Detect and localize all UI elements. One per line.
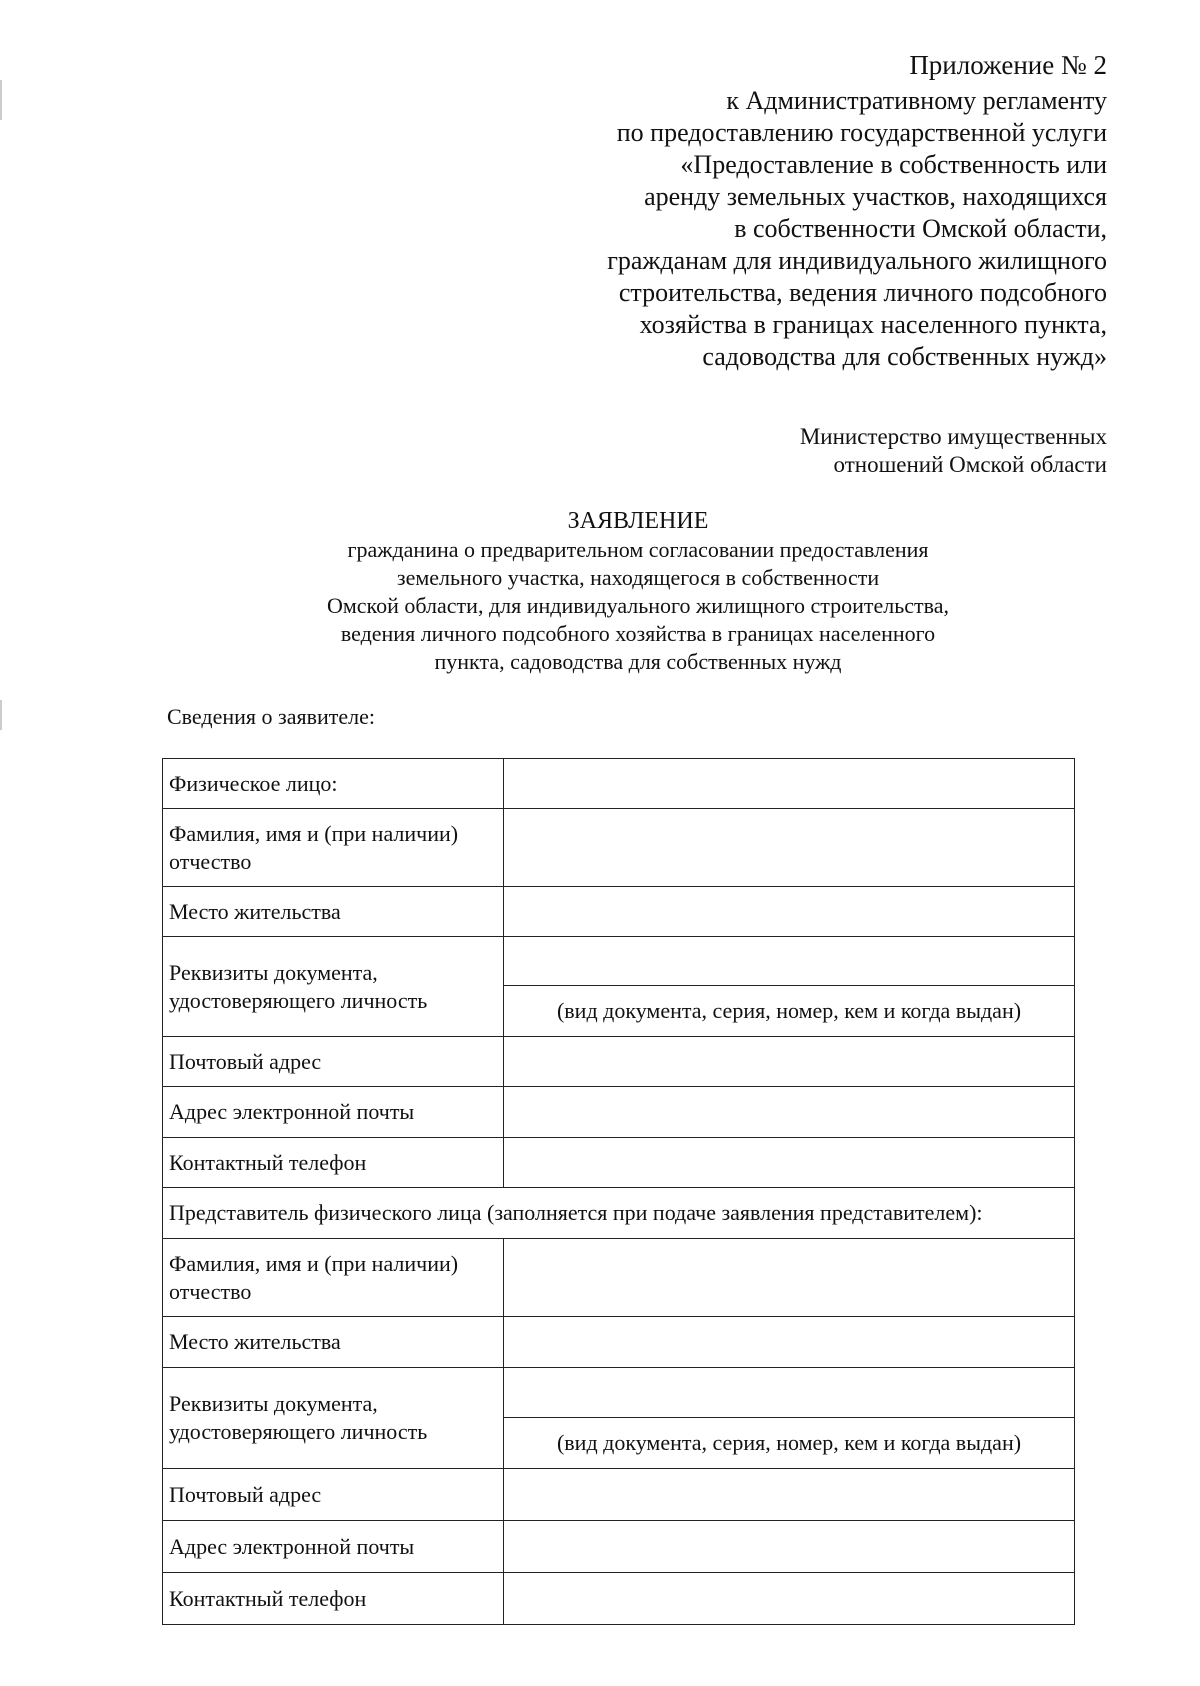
table-row bbox=[163, 759, 1075, 809]
applicant-residence-label: Место жительства bbox=[163, 887, 504, 937]
table-row bbox=[163, 1239, 1075, 1317]
representative-id-doc-hint: (вид документа, серия, номер, кем и когда выдан) bbox=[504, 1418, 1075, 1469]
representative-heading: Представитель физического лица (заполняется при подаче заявления представителем): bbox=[163, 1188, 1075, 1239]
person-label: Физическое лицо: bbox=[163, 759, 504, 809]
applicant-phone-label: Контактный телефон bbox=[163, 1138, 504, 1188]
scan-mark bbox=[0, 700, 2, 730]
section-label: Сведения о заявителе: bbox=[167, 704, 376, 729]
table-row bbox=[163, 809, 1075, 887]
applicant-postal-field[interactable] bbox=[504, 1037, 1075, 1087]
applicant-name-label: Фамилия, имя и (при наличии) отчество bbox=[163, 809, 504, 887]
header-line: садоводства для собственных нужд» bbox=[702, 342, 1107, 371]
applicant-postal-label: Почтовый адрес bbox=[163, 1037, 504, 1087]
scan-mark bbox=[0, 80, 2, 120]
header-line: гражданам для индивидуального жилищного bbox=[607, 246, 1107, 275]
representative-name-label: Фамилия, имя и (при наличии) отчество bbox=[163, 1239, 504, 1317]
applicant-phone-field[interactable] bbox=[504, 1138, 1075, 1188]
table-row bbox=[163, 1521, 1075, 1573]
document-title: ЗАЯВЛЕНИЕ bbox=[567, 508, 709, 534]
representative-name-field[interactable] bbox=[504, 1239, 1075, 1317]
addressee-line-2: отношений Омской области bbox=[833, 452, 1107, 477]
title-sub-line: Омской области, для индивидуального жилищного строительства, bbox=[326, 593, 949, 618]
applicant-name-field[interactable] bbox=[504, 809, 1075, 887]
applicant-email-label: Адрес электронной почты bbox=[163, 1087, 504, 1138]
representative-postal-field[interactable] bbox=[504, 1469, 1075, 1521]
representative-phone-label: Контактный телефон bbox=[163, 1573, 504, 1625]
title-sub-line: ведения личного подсобного хозяйства в границах населенного bbox=[340, 621, 936, 646]
representative-id-doc-label: Реквизиты документа, удостоверяющего личность bbox=[163, 1368, 504, 1469]
representative-email-label: Адрес электронной почты bbox=[163, 1521, 504, 1573]
table-row bbox=[163, 1368, 1075, 1418]
table-row bbox=[163, 1573, 1075, 1625]
header-line: в собственности Омской области, bbox=[734, 214, 1107, 243]
header-line: хозяйства в границах населенного пункта, bbox=[639, 310, 1107, 339]
representative-postal-label: Почтовый адрес bbox=[163, 1469, 504, 1521]
table-row bbox=[163, 1087, 1075, 1138]
header-line: по предоставлению государственной услуги bbox=[616, 118, 1107, 147]
table-row bbox=[163, 1138, 1075, 1188]
title-sub-line: гражданина о предварительном согласовании предоставления bbox=[347, 537, 929, 562]
applicant-residence-field[interactable] bbox=[504, 887, 1075, 937]
addressee-line-1: Министерство имущественных bbox=[799, 424, 1107, 449]
representative-email-field[interactable] bbox=[504, 1521, 1075, 1573]
person-field[interactable] bbox=[504, 759, 1075, 809]
table-row bbox=[163, 937, 1075, 986]
header-line: к Административному регламенту bbox=[726, 86, 1107, 115]
table-row bbox=[163, 1317, 1075, 1368]
title-sub-line: пункта, садоводства для собственных нужд bbox=[434, 649, 842, 674]
title-sub-line: земельного участка, находящегося в собственности bbox=[396, 565, 880, 590]
applicant-id-doc-hint: (вид документа, серия, номер, кем и когда выдан) bbox=[504, 986, 1075, 1037]
header-line: «Предоставление в собственность или bbox=[680, 150, 1107, 179]
table-row bbox=[163, 887, 1075, 937]
applicant-form-table bbox=[162, 758, 1075, 1625]
representative-residence-field[interactable] bbox=[504, 1317, 1075, 1368]
applicant-email-field[interactable] bbox=[504, 1087, 1075, 1138]
table-row bbox=[163, 1037, 1075, 1087]
representative-phone-field[interactable] bbox=[504, 1573, 1075, 1625]
representative-residence-label: Место жительства bbox=[163, 1317, 504, 1368]
applicant-id-doc-field[interactable] bbox=[504, 937, 1075, 986]
appendix-number: Приложение № 2 bbox=[909, 50, 1107, 80]
applicant-id-doc-label: Реквизиты документа, удостоверяющего личность bbox=[163, 937, 504, 1037]
representative-id-doc-field[interactable] bbox=[504, 1368, 1075, 1418]
table-row bbox=[163, 1188, 1075, 1239]
table-row bbox=[163, 1469, 1075, 1521]
header-line: аренду земельных участков, находящихся bbox=[644, 182, 1107, 211]
header-line: строительства, ведения личного подсобного bbox=[618, 278, 1107, 307]
